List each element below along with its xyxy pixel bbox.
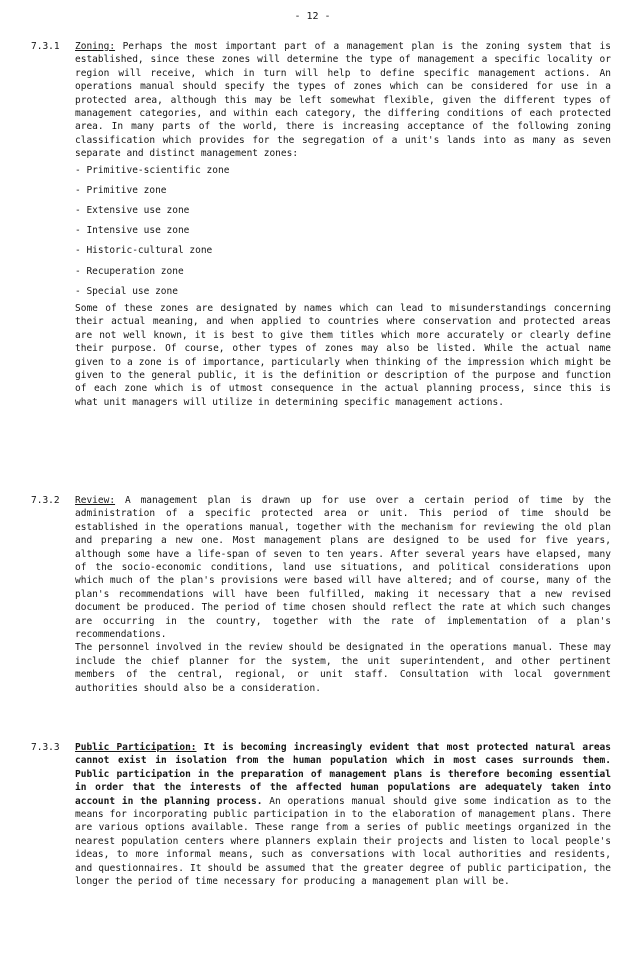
section-participation (31, 741, 611, 888)
list-item: - Primitive-scientific zone (75, 164, 230, 176)
list-item: - Historic-cultural zone (75, 245, 213, 257)
section-heading-review: Review: (75, 495, 116, 506)
review-paragraph-2: The personnel involved in the review should be designated in the operations manual. These may include the chief planner for the system, the unit superintendent, and other pertinent members of the central, regional, or unit staff. Consultation with local government authorities should also be a consideration. (75, 642, 611, 694)
section-review (31, 494, 611, 695)
section-number: 7.3.3 (31, 742, 60, 753)
section-heading-participation: Public Participation: (75, 742, 197, 753)
section-zoning (31, 40, 611, 409)
page-number: - 12 - (294, 11, 331, 22)
list-item: - Special use zone (75, 285, 178, 297)
review-paragraph-1-text: A management plan is drawn up for use over a certain period of time by the administration of a specific protected area or unit. This period of time should be established in the operations manual, together with the mechanism for reviewing the old plan and preparing a new one. Most management plans are designed to be used for five years, although some have a life-span of seven to ten years. After several years have elapsed, many of the socio-economic conditions, land use situations, and political considerations upon which much of the plan's provisions were based will have altered; and of course, many of the plan's recommendations will have been fulfilled, making it necessary that a new revised document be produced. The period of time chosen should reflect the rate at which such changes are occurring in the country, together with the rate of implementation of a plan's recommendations. (75, 495, 611, 641)
zoning-paragraph: Some of these zones are designated by names which can lead to misunderstandings concerning their actual meaning, and when applied to countries where conservation and protected areas are not well known, it is best to give them titles which more accurately or clearly define their purpose. Of course, other types of zones may also be listed. While the actual name given to a zone is of importance, particularly when thinking of the impression which might be given to the general public, it is the definition or description of the purpose and function of each zone which is of utmost consequence in the actual planning process, since this is what unit managers will utilize in determining specific management actions. (75, 302, 611, 408)
section-heading-zoning: Zoning: (75, 41, 116, 52)
list-item: - Extensive use zone (75, 205, 190, 217)
zoning-intro-text: Perhaps the most important part of a management plan is the zoning system that is established, since these zones will determine the type of management a specific locality or region will receive, which in turn will help to define specific management actions. An operations manual should specify the types of zones which can be considered for use in a protected area, although this may be left somewhat flexible, given the different types of management categories, and within each category, the differing conditions of each protected area. In many parts of the world, there is increasing acceptance of the following zoning classification which provides for the segregation of a unit's lands into as many as seven separate and distinct management zones: (75, 41, 611, 160)
review-paragraph-1 (75, 494, 611, 641)
zoning-intro (75, 40, 611, 161)
section-number: 7.3.1 (31, 41, 60, 52)
zone-list (75, 161, 611, 302)
list-item: - Intensive use zone (75, 225, 190, 237)
list-item: - Primitive zone (75, 184, 167, 196)
participation-lead: It is becoming increasingly evident that most protected natural areas cannot exist in isolation from the human population which in most cases surrounds them. Public participation in the preparation of management plans is therefore becoming essential in order that the interests of the affected human populations are adequately taken into account in the planning process. (75, 742, 611, 807)
list-item: - Recuperation zone (75, 265, 184, 277)
participation-rest: An operations manual should give some indication as to the means for incorporating public participation in to the elaboration of management plans. There are various options available. These range from a series of public meetings organized in the nearest population centers where planners explain their projects and listen to local people's ideas, to more informal means, such as conversations with local authorities and residents, and questionnaires. It should be assumed that the greater degree of public participation, the longer the period of time necessary for producing a management plan will be. (75, 795, 611, 888)
section-number: 7.3.2 (31, 495, 60, 506)
participation-paragraph (75, 741, 611, 888)
